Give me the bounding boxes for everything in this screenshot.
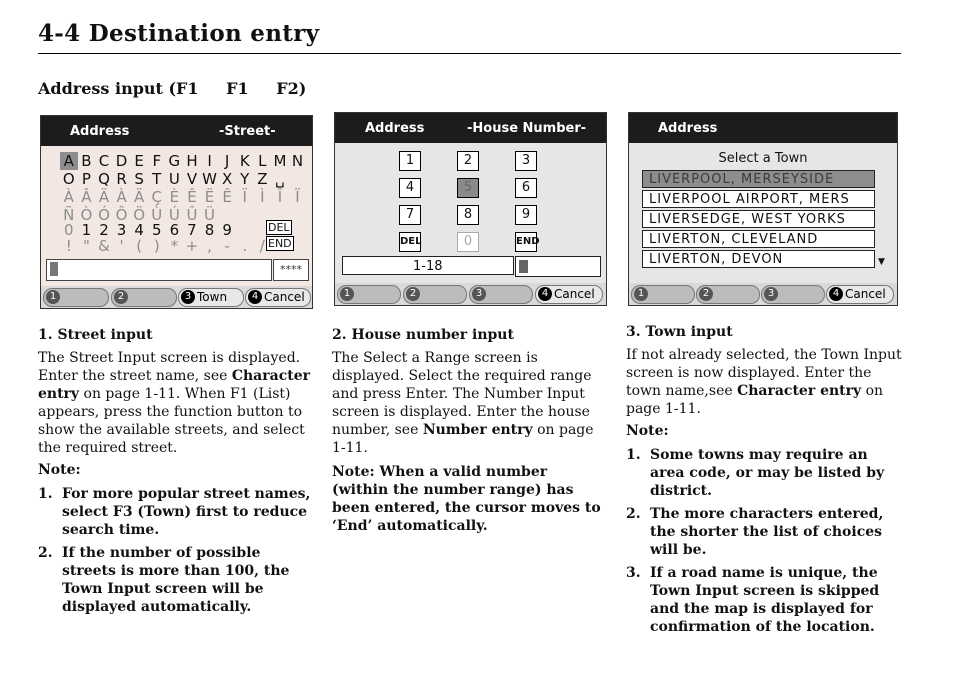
screen-header bbox=[41, 116, 312, 146]
screen-header bbox=[335, 113, 606, 143]
character-key[interactable]: Ä bbox=[134, 188, 145, 206]
character-key[interactable]: ! bbox=[65, 237, 72, 255]
note-number: 1. bbox=[626, 447, 641, 463]
cross-reference: Character entry bbox=[737, 383, 862, 399]
step-description bbox=[38, 349, 314, 457]
character-key[interactable]: - bbox=[224, 237, 230, 255]
note-list bbox=[626, 446, 904, 636]
town-list-item[interactable]: LIVERTON, DEVON bbox=[642, 250, 875, 268]
text: The Street Input screen is displayed. Enter the street name, see bbox=[38, 350, 301, 384]
cross-reference: Character entry bbox=[38, 368, 310, 402]
screen-header-title: Address bbox=[658, 121, 718, 136]
text: If not already selected, the Town Input screen is now displayed. Enter the town name,see bbox=[626, 347, 902, 399]
number-input-field[interactable] bbox=[515, 256, 601, 277]
end-key[interactable]: END bbox=[268, 237, 292, 250]
scroll-down-icon[interactable]: ▼ bbox=[878, 257, 885, 267]
screen-header-title: Address bbox=[365, 121, 425, 136]
character-key[interactable]: Ù bbox=[151, 206, 163, 224]
section-heading bbox=[38, 79, 328, 98]
character-key[interactable]: + bbox=[185, 237, 199, 255]
character-key[interactable]: X bbox=[222, 170, 233, 188]
character-key[interactable]: F bbox=[152, 152, 162, 170]
softkey-town[interactable] bbox=[178, 288, 244, 307]
number-key[interactable]: 3 bbox=[515, 151, 537, 171]
softkey-number: 3 bbox=[472, 287, 486, 301]
character-key[interactable]: 2 bbox=[99, 221, 109, 239]
note-item bbox=[38, 485, 314, 539]
character-key[interactable]: 0 bbox=[64, 221, 74, 239]
step-heading: 3. Town input bbox=[626, 324, 733, 340]
note-text: The more characters entered, the shorter the list of choices will be. bbox=[650, 506, 884, 558]
number-key[interactable]: 6 bbox=[515, 178, 537, 198]
softkey-number: 3 bbox=[181, 290, 195, 304]
character-key[interactable]: W bbox=[202, 170, 217, 188]
softkey-1[interactable] bbox=[43, 288, 109, 307]
softkey-number: 4 bbox=[829, 287, 843, 301]
note-text: Some towns may require an area code, or may be listed by district. bbox=[650, 447, 885, 499]
character-key[interactable]: 9 bbox=[222, 221, 232, 239]
character-key[interactable]: Î bbox=[277, 188, 283, 206]
softkey-cancel[interactable] bbox=[245, 288, 311, 307]
softkey-bar bbox=[629, 283, 897, 305]
character-key[interactable]: Ä bbox=[98, 188, 110, 206]
character-key[interactable]: ␣ bbox=[275, 170, 285, 188]
character-key[interactable]: J bbox=[224, 152, 230, 170]
softkey-2[interactable] bbox=[111, 288, 177, 307]
character-key[interactable]: I bbox=[207, 152, 212, 170]
character-key[interactable]: È bbox=[169, 188, 180, 206]
character-key[interactable]: À bbox=[116, 188, 127, 206]
house-number-screen bbox=[334, 112, 607, 306]
character-key[interactable]: Ï bbox=[242, 188, 247, 206]
character-key[interactable]: S bbox=[134, 170, 144, 188]
town-select-screen bbox=[628, 112, 898, 306]
street-input-section bbox=[38, 326, 314, 621]
character-key[interactable]: Â bbox=[81, 188, 92, 206]
note-number: 3. bbox=[626, 565, 641, 581]
house-number-section bbox=[332, 326, 608, 539]
character-key[interactable]: N bbox=[291, 152, 304, 170]
softkey-label: Cancel bbox=[845, 287, 886, 301]
screen-header bbox=[629, 113, 897, 143]
character-key[interactable]: A bbox=[60, 152, 78, 170]
character-key[interactable]: ( bbox=[136, 237, 143, 255]
softkey-cancel[interactable] bbox=[826, 285, 894, 304]
softkey-1[interactable] bbox=[337, 285, 401, 304]
step-description bbox=[332, 349, 608, 457]
character-key[interactable]: & bbox=[98, 237, 110, 255]
character-key[interactable]: C bbox=[98, 152, 110, 170]
character-key[interactable]: R bbox=[116, 170, 127, 188]
match-count-indicator: **** bbox=[273, 259, 309, 281]
input-cursor bbox=[519, 260, 528, 273]
character-key[interactable]: Ü bbox=[204, 206, 216, 224]
keyboard-row bbox=[60, 188, 306, 206]
softkey-2[interactable] bbox=[403, 285, 467, 304]
note-label: Note: bbox=[38, 462, 81, 478]
note-text: If a road name is unique, the Town Input screen is skipped and the map is displayed for confirmation of the location. bbox=[650, 565, 880, 635]
character-key[interactable]: Ô bbox=[115, 206, 128, 224]
screen-header-mode: -House Number- bbox=[467, 121, 587, 136]
text: on page 1-11. When F1 (List) appears, press the function button to show the available streets, and select the required street. bbox=[38, 386, 305, 456]
character-key[interactable]: Û bbox=[186, 206, 198, 224]
character-key[interactable]: 1 bbox=[81, 221, 92, 239]
note-item bbox=[626, 446, 904, 500]
town-list-item[interactable]: LIVERTON, CLEVELAND bbox=[642, 230, 875, 248]
softkey-number: 4 bbox=[248, 290, 262, 304]
character-key[interactable]: Y bbox=[240, 170, 250, 188]
softkey-3[interactable] bbox=[761, 285, 825, 304]
note-list bbox=[38, 485, 314, 616]
note-number: 1. bbox=[38, 486, 53, 502]
softkey-1[interactable] bbox=[631, 285, 695, 304]
note-text: For more popular street names, select F3 (Town) first to reduce search time. bbox=[62, 486, 311, 538]
character-key[interactable]: 3 bbox=[116, 221, 127, 239]
number-key[interactable]: 1 bbox=[399, 151, 421, 171]
keyboard-row bbox=[60, 152, 306, 170]
softkey-2[interactable] bbox=[696, 285, 760, 304]
cross-reference: Number entry bbox=[422, 422, 533, 438]
character-key[interactable]: Ú bbox=[168, 206, 180, 224]
end-key[interactable]: END bbox=[515, 232, 537, 252]
number-key[interactable]: 9 bbox=[515, 205, 537, 225]
softkey-number: 1 bbox=[634, 287, 648, 301]
input-cursor bbox=[50, 262, 58, 276]
character-key[interactable]: L bbox=[258, 152, 267, 170]
keyboard-row bbox=[60, 170, 289, 188]
note-item bbox=[626, 564, 904, 636]
del-key[interactable]: DEL bbox=[268, 221, 290, 234]
text: The Select a Range screen is displayed. Select the required range and press Enter. The Number Input screen is displayed. Enter the house number, see bbox=[332, 350, 592, 438]
character-key[interactable]: U bbox=[168, 170, 180, 188]
softkey-number: 4 bbox=[538, 287, 552, 301]
character-key[interactable]: V bbox=[186, 170, 198, 188]
softkey-label: Town bbox=[197, 290, 228, 304]
street-input-screen bbox=[40, 115, 313, 309]
character-key[interactable]: G bbox=[168, 152, 181, 170]
town-list-item[interactable]: LIVERPOOL AIRPORT, MERS bbox=[642, 190, 875, 208]
softkey-3[interactable] bbox=[469, 285, 533, 304]
softkey-number: 3 bbox=[764, 287, 778, 301]
range-field[interactable]: 1-18 bbox=[342, 256, 514, 275]
town-input-section bbox=[626, 323, 904, 641]
number-key[interactable]: 2 bbox=[457, 151, 479, 171]
character-key[interactable]: Z bbox=[257, 170, 268, 188]
character-key[interactable]: Ñ bbox=[63, 206, 75, 224]
softkey-number: 2 bbox=[699, 287, 713, 301]
softkey-number: 1 bbox=[46, 290, 60, 304]
step-heading: 1. Street input bbox=[38, 327, 153, 343]
character-key[interactable]: P bbox=[81, 170, 91, 188]
note-text: Note: When a valid number (within the number range) has been entered, the cursor moves to ‘End’ automatically. bbox=[332, 464, 601, 534]
softkey-cancel[interactable] bbox=[535, 285, 603, 304]
softkey-bar bbox=[41, 286, 312, 308]
note-item bbox=[626, 505, 904, 559]
section-heading-part: F2) bbox=[276, 79, 307, 98]
character-key[interactable]: À bbox=[63, 188, 74, 206]
note-number: 2. bbox=[626, 506, 641, 522]
section-heading-part: Address input (F1 bbox=[38, 79, 199, 98]
character-key[interactable]: T bbox=[152, 170, 162, 188]
character-key[interactable]: / bbox=[259, 237, 265, 255]
character-key[interactable]: O bbox=[62, 170, 75, 188]
softkey-number: 1 bbox=[340, 287, 354, 301]
character-key[interactable]: E bbox=[134, 152, 144, 170]
keyboard-row bbox=[60, 237, 271, 255]
character-key[interactable]: 5 bbox=[151, 221, 162, 239]
character-key[interactable]: Ê bbox=[187, 188, 197, 206]
softkey-label: Cancel bbox=[264, 290, 305, 304]
number-key[interactable]: 7 bbox=[399, 205, 421, 225]
character-key[interactable]: Q bbox=[98, 170, 110, 188]
text: on page 1-11. bbox=[332, 422, 594, 456]
number-key[interactable]: 0 bbox=[457, 232, 479, 252]
number-key[interactable]: 4 bbox=[399, 178, 421, 198]
character-key[interactable]: Ç bbox=[151, 188, 162, 206]
character-key[interactable]: Ï bbox=[295, 188, 300, 206]
step-description bbox=[626, 346, 904, 418]
character-key[interactable]: 4 bbox=[134, 221, 144, 239]
character-key[interactable]: M bbox=[273, 152, 287, 170]
note-item bbox=[38, 544, 314, 616]
character-key[interactable]: 8 bbox=[204, 221, 215, 239]
softkey-bar bbox=[335, 283, 606, 305]
street-input-field[interactable] bbox=[46, 259, 272, 281]
character-key[interactable]: Ö bbox=[133, 206, 146, 224]
number-key-selected[interactable]: 5 bbox=[457, 178, 479, 198]
character-key[interactable]: * bbox=[170, 237, 179, 255]
character-key[interactable]: 6 bbox=[169, 221, 180, 239]
character-key[interactable]: ) bbox=[153, 237, 160, 255]
softkey-number: 2 bbox=[114, 290, 128, 304]
screen-header-mode: -Street- bbox=[219, 124, 276, 139]
character-key[interactable]: , bbox=[207, 237, 212, 255]
character-key[interactable]: K bbox=[239, 152, 250, 170]
character-key[interactable]: Ê bbox=[222, 188, 232, 206]
town-prompt: Select a Town bbox=[718, 151, 808, 166]
character-key[interactable]: Ó bbox=[98, 206, 110, 224]
character-key[interactable]: 7 bbox=[187, 221, 197, 239]
softkey-label: Cancel bbox=[554, 287, 595, 301]
character-key[interactable]: ' bbox=[119, 237, 124, 255]
town-list-item[interactable]: LIVERSEDGE, WEST YORKS bbox=[642, 210, 875, 228]
character-key[interactable]: Ì bbox=[260, 188, 265, 206]
step-heading: 2. House number input bbox=[332, 327, 514, 343]
character-key[interactable]: D bbox=[115, 152, 128, 170]
note-text: If the number of possible streets is more than 100, the Town Input screen will be displayed automatically. bbox=[62, 545, 290, 615]
title-rule bbox=[38, 53, 901, 54]
section-heading-part: F1 bbox=[226, 79, 249, 98]
number-key[interactable]: 8 bbox=[457, 205, 479, 225]
del-key[interactable]: DEL bbox=[399, 232, 421, 252]
text: on page 1-11. bbox=[626, 383, 884, 417]
note-number: 2. bbox=[38, 545, 53, 561]
character-key[interactable]: . bbox=[242, 237, 248, 255]
character-key[interactable]: " bbox=[82, 237, 90, 255]
note-label: Note: bbox=[626, 423, 669, 439]
page-title: 4-4 Destination entry bbox=[38, 20, 320, 47]
character-key[interactable]: H bbox=[186, 152, 198, 170]
town-list-item-selected[interactable]: LIVERPOOL, MERSEYSIDE bbox=[642, 170, 875, 188]
character-key[interactable]: B bbox=[81, 152, 92, 170]
screen-header-title: Address bbox=[70, 124, 130, 139]
character-key[interactable]: Ë bbox=[204, 188, 215, 206]
character-key[interactable]: Ò bbox=[80, 206, 93, 224]
softkey-number: 2 bbox=[406, 287, 420, 301]
